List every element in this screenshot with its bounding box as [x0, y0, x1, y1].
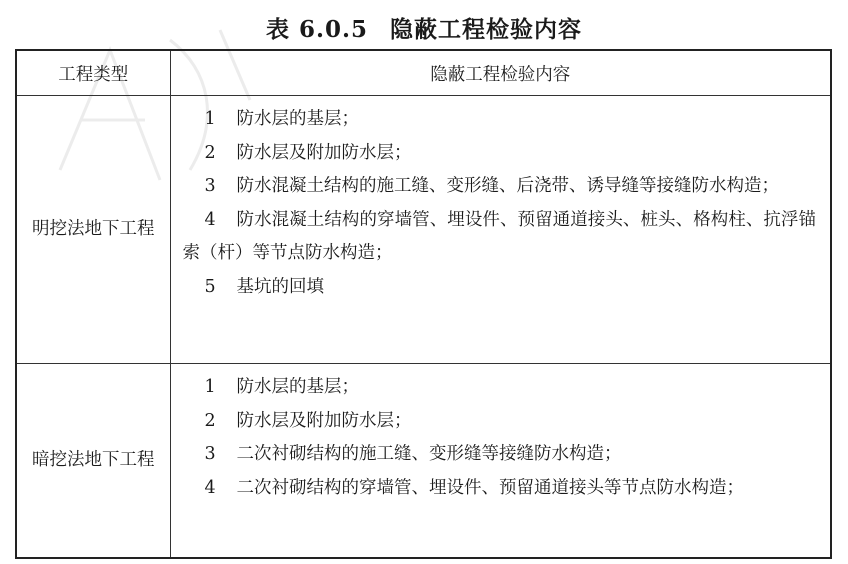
- item-text: 二次衬砌结构的施工缝、变形缝等接缝防水构造；: [236, 444, 622, 464]
- item-text: 防水层的基层；: [236, 109, 359, 129]
- item-text: 二次衬砌结构的穿墙管、埋设件、预留通道接头等节点防水构造；: [236, 477, 744, 498]
- table-row: [16, 364, 831, 558]
- item-number: 2: [204, 142, 216, 163]
- table-number: 表 6.0.5: [265, 16, 369, 43]
- item-number: 3: [204, 444, 216, 464]
- table-header-row: [16, 50, 831, 96]
- inspection-table: [15, 49, 832, 559]
- item-number: 1: [204, 377, 216, 397]
- item-text: 防水层的基层；: [236, 377, 359, 397]
- list-item: [183, 472, 817, 506]
- list-item: [183, 405, 817, 439]
- item-text: 防水层及附加防水层；: [236, 410, 412, 431]
- item-text: 防水混凝土结构的穿墙管、埋设件、预留通道接头、桩头、格构柱、抗浮锚索（杆）等节点防水构造；: [182, 209, 816, 263]
- list-item: [183, 137, 817, 171]
- header-inspection-content: 隐蔽工程检验内容: [170, 50, 831, 96]
- item-number: 4: [204, 209, 216, 230]
- item-number: 3: [204, 176, 216, 196]
- list-item: [183, 170, 817, 204]
- list-item: [183, 271, 817, 305]
- list-item: [183, 371, 817, 405]
- table-caption: 隐蔽工程检验内容: [390, 17, 583, 43]
- project-type-cell: 明挖法地下工程: [16, 96, 170, 364]
- item-text: 防水混凝土结构的施工缝、变形缝、后浇带、诱导缝等接缝防水构造；: [236, 176, 779, 196]
- header-project-type: 工程类型: [16, 50, 170, 96]
- list-item: [183, 204, 817, 271]
- table-row: [16, 96, 831, 364]
- list-item: [183, 438, 817, 472]
- inspection-items-cell: [170, 364, 831, 558]
- item-number: 4: [204, 477, 216, 498]
- item-number: 5: [204, 276, 216, 297]
- list-item: [183, 103, 817, 137]
- item-number: 2: [204, 410, 216, 431]
- item-text: 基坑的回填: [236, 276, 324, 297]
- item-text: 防水层及附加防水层；: [236, 142, 412, 163]
- item-number: 1: [204, 109, 216, 129]
- inspection-items-cell: [170, 96, 831, 364]
- project-type-cell: 暗挖法地下工程: [16, 364, 170, 558]
- table-title: [0, 11, 848, 45]
